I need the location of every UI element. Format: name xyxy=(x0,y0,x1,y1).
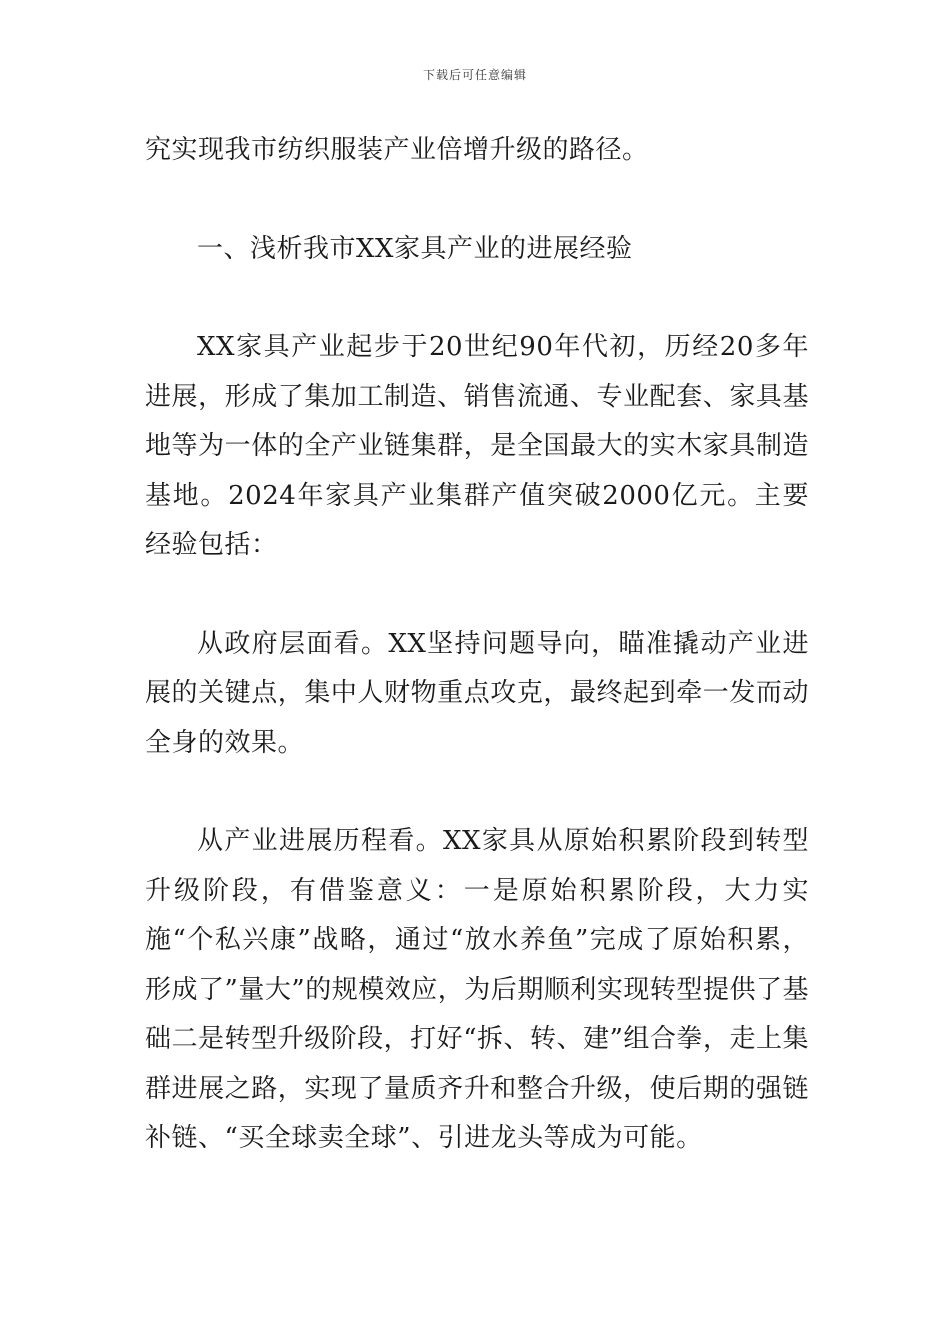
paragraph-government: 从政府层面看。XX坚持问题导向，瞄准撬动产业进展的关键点，集中人财物重点攻克，最终起到牵一发而动全身的效果。 xyxy=(145,628,809,758)
paragraph-overview: XX家具产业起步于20世纪90年代初，历经20多年进展，形成了集加工制造、销售流通、专业配套、家具基地等为一体的全产业链集群，是全国最大的实木家具制造基地。2024年家具产业集群产值突破2000亿元。主要经验包括： xyxy=(145,332,809,560)
paragraph-history: 从产业进展历程看。XX家具从原始积累阶段到转型升级阶段，有借鉴意义：一是原始积累阶段，大力实施“个私兴康”战略，通过“放水养鱼”完成了原始积累，形成了”量大”的规模效应，为后期顺利实现转型提供了基础二是转型升级阶段，打好“拆、转、建”组合拳，走上集群进展之路，实现了量质齐升和整合升级，使后期的强链补链、“买全球卖全球”、引进龙头等成为可能。 xyxy=(145,826,809,1153)
page-header-note: 下载后可任意编辑 xyxy=(422,68,527,82)
section-heading: 一、浅析我市XX家具产业的进展经验 xyxy=(197,233,633,264)
document-body xyxy=(145,126,809,1164)
paragraph-continuation: 究实现我市纺织服装产业倍增升级的路径。 xyxy=(145,135,649,165)
